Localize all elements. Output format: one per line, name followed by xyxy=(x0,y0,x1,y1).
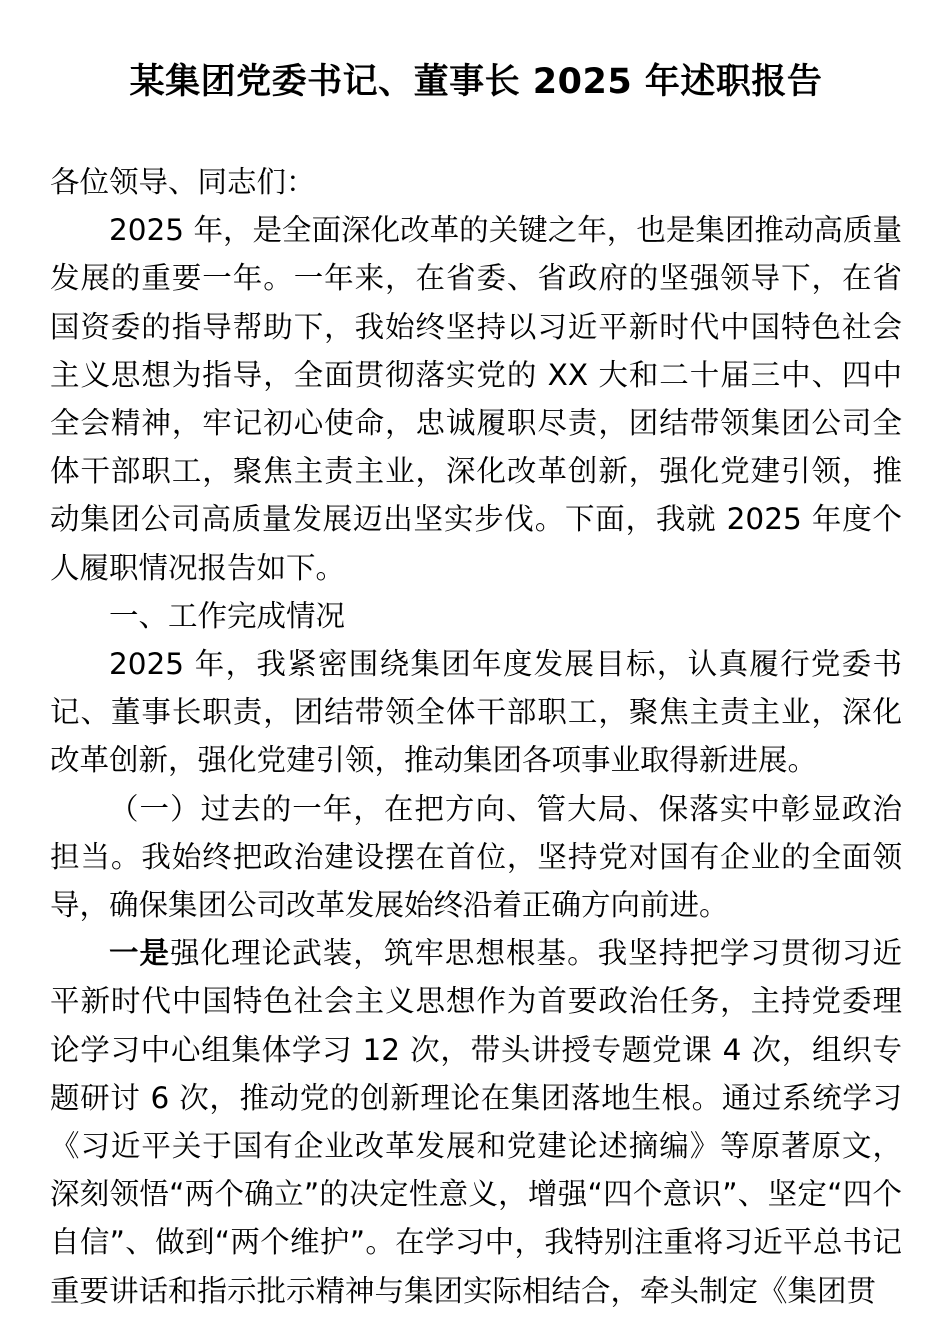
document-body xyxy=(50,0,902,1315)
paragraph-point-1 xyxy=(50,929,902,1315)
paragraph-opening: 2025 年，是全面深化改革的关键之年，也是集团推动高质量发展的重要一年。一年来，在省委、省政府的坚强领导下，在省国资委的指导帮助下，我始终坚持以习近平新时代中国特色社会主义思想为指导，全面贯彻落实党的 XX 大和二十届三中、四中全会精神，牢记初心使命，忠诚履职尽责，团结带领集团公司全体干部职工，聚焦主责主业，深化改革创新，强化党建引领，推动集团公司高质量发展迈出坚实步伐。下面，我就 2025 年度个人履职情况报告如下。 xyxy=(50,213,902,585)
paragraph-subsection-1: （一）过去的一年，在把方向、管大局、保落实中彰显政治担当。我始终把政治建设摆在首位，坚持党对国有企业的全面领导，确保集团公司改革发展始终沿着正确方向前进。 xyxy=(50,791,902,923)
paragraph-section1-intro: 2025 年，我紧密围绕集团年度发展目标，认真履行党委书记、董事长职责，团结带领全体干部职工，聚焦主责主业，深化改革创新，强化党建引领，推动集团各项事业取得新进展。 xyxy=(50,647,902,778)
salutation: 各位领导、同志们： xyxy=(50,165,316,199)
paragraph-point-1-lead: 一是 xyxy=(109,936,171,971)
section-heading-1: 一、工作完成情况 xyxy=(109,598,346,633)
page-title: 某集团党委书记、董事长 2025 年述职报告 xyxy=(129,62,823,102)
paragraph-point-1-text: 强化理论武装，筑牢思想根基。我坚持把学习贯彻习近平新时代中国特色社会主义思想作为首要政治任务，主持党委理论学习中心组集体学习 12 次，带头讲授专题党课 4 次，组织专题研讨 6 次，推动党的创新理论在集团落地生根。通过系统学习《习近平关于国有企业改革发展和党建论述摘编》等原著原文，深刻领悟“两个确立”的决定性意义，增强“四个意识”、坚定“四个自信”、做到“两个维护”。在学习中，我特别注重将习近平总书记重要讲话和指示批示精神与集团实际相结合，牵头制定《集团贯 xyxy=(50,936,902,1308)
title-spacer xyxy=(50,106,902,158)
